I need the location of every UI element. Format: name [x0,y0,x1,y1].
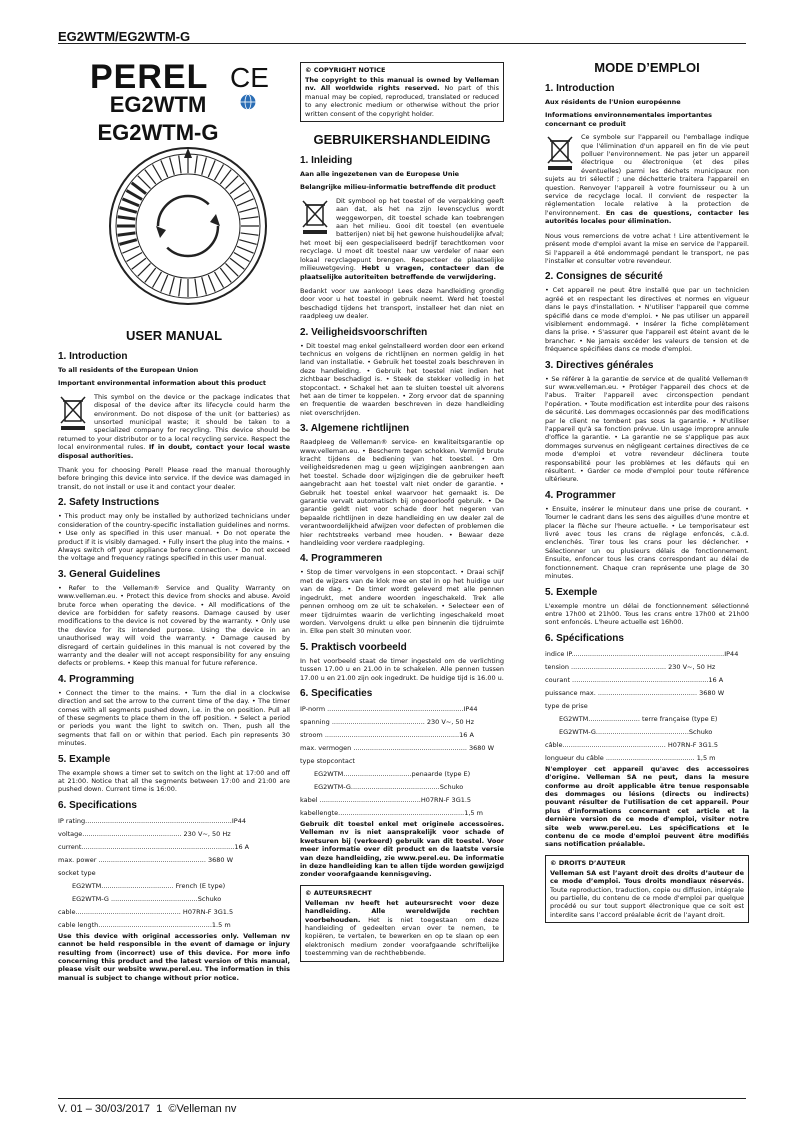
dial-segment [153,272,162,288]
weee-bin-icon [545,135,575,171]
spec-row: kabel .................................................H07RN-F 3G1.5 [300,795,472,804]
dial-segment [195,156,197,174]
nl-s6-note [300,820,504,879]
fr-s1-lead2: Informations environnementales importantes concernant ce produit [545,111,713,128]
dial-segment [119,240,136,245]
column-english [58,58,290,988]
fr-s5-heading: 5. Exemple [545,586,598,598]
dial-segment [161,160,168,177]
spec-row: longueur du câble ........................................... 1,5 m [545,753,716,762]
nl-s1-p1-bold: Hebt u vragen, contacteer dan de plaatselijke autoriteiten betreffende de verwijdering. [300,264,504,281]
spec-row: kabellengte.............................................................1,5 m [300,808,483,817]
column-dutch [300,58,504,968]
spec-row: socket type [58,868,96,877]
dial-segment [145,268,156,282]
spec-row: IP rating.......................................................................IP44 [58,816,246,825]
dial-segment [234,253,250,262]
dial-segment [153,165,162,181]
fr-spec-list [545,648,749,765]
en-s1-p1-text: This symbol on the device or the package indicates that disposal of the device after its lifecycle could harm the environment. Do not dispose of the unit (or batteries) as unsorted municipal waste; it should be taken to a specialized company for recycling. This device should be returned to your distributor or to a local recycling service. Respect the local environmental rules. [58,392,290,452]
brand-block [58,58,290,318]
timer-dial-illustration [108,146,268,306]
fr-s5-p: L'exemple montre un délai de fonctionnement sélectionné entre 17h00 et 21h00. Tous les crans entre 17h00 et 21h00 sont enfoncés. L'heure actuelle est 16h00. [545,601,749,627]
en-s1-lead2: Important environmental information about this product [58,379,266,388]
model-name-1: EG2WTM [109,92,207,117]
copyright-box-bold: Velleman nv heeft het auteursrecht voor deze handleiding. Alle wereldwijde rechten voorbehouden. [305,898,499,924]
nl-s2-p: • Dit toestel mag enkel geïnstalleerd worden door een erkend technicus en volgens de richtlijnen en normen geldig in het land van installatie. • Gebruik het toestel zoals beschreven in deze handleiding. • Gebruik het toestel niet indien het zichtbaar beschadigd is. • Steek de stekker volledig in het stopcontact. • Schakel het aan te sluiten toestel uit alvorens het aan de timer te koppelen. • Zorg ervoor dat de spanning en frequentie de waarden beschreven in deze handleiding niet overschrijden. [300,341,504,417]
spec-row: type de prise [545,701,588,710]
nl-copyright-box [300,885,504,962]
fr-s6-heading: 6. Spécifications [545,632,624,644]
dial-segment [225,176,238,189]
dial-segment [170,277,175,294]
nl-title: GEBRUIKERSHANDLEIDING [313,132,491,148]
dial-segment [215,272,224,288]
nl-s1-lead2: Belangrijke milieu-informatie betreffende dit product [300,183,496,192]
nl-s4-heading: 4. Programmeren [300,553,383,565]
nl-s1-heading: 1. Inleiding [300,155,353,167]
nl-s3-p: Raadpleeg de Velleman® service- en kwaliteitsgarantie op www.velleman.eu. • Bescherm tegen schokken. Vermijd brute kracht tijdens de bediening van het toestel. • Om veiligheidsredenen mag u geen wijzigingen aanbrengen aan het toestel. Schade door wijzigingen die de gebruiker heeft aangebracht aan het toestel valt niet onder de garantie. • Gebruik het toestel enkel waarvoor het gemaakt is. De garantie vervalt automatisch bij ongeoorloofd gebruik. • De garantie geldt niet voor schade door het negeren van bepaalde richtlijnen in deze handleiding en uw dealer zal de verantwoordelijkheid afwijzen voor defecten of problemen die hier rechtstreeks verband mee houden. • Bewaar deze handleiding voor verdere raadpleging. [300,438,504,548]
spec-row: cable length.......................................................1.5 m [58,920,231,929]
en-s4-p: • Connect the timer to the mains. • Turn the dial in a clockwise direction and set the arrow to the current time of the day. • The timer comes with all segments pushed down, i.e. in the on position. Pull all of these segments to place them in the off position. • Select a period or periods you want the light to switch on. Then, push all the segments that fall on or within that period. Each pin represents 30 minutes. [58,688,290,748]
spec-row: EG2WTM.................................penaarde (type E) [314,769,471,778]
fr-s1-p1-text: Ce symbole sur l'appareil ou l'emballage indique que l'élimination d'un appareil en fin de vie peut polluer l'environnement. Ne pas jeter un appareil électrique ou électronique (et des piles éventuelles) parmi les déchets municipaux non sujets au tri sélectif ; une déchetterie traitera l'appareil en question. Renvoyer l'appareil à votre fournisseur ou à un service de recyclage local. Il convient de respecter la réglementation locale relative à la protection de l'environnement. [545,133,749,217]
dial-segment [220,170,231,184]
en-s5-heading: 5. Example [58,753,111,765]
dial-segment [132,258,146,269]
nl-s1-p1 [300,197,504,281]
dial-segment [138,263,151,276]
dial-segment [161,275,168,292]
dial-segment [122,246,139,253]
spec-row: puissance max. ................................................ 3680 W [545,688,725,697]
nl-s2-heading: 2. Veiligheidsvoorschriften [300,326,428,338]
nl-spec-list [300,703,504,820]
spec-row: EG2WTM......................... terre française (type E) [559,714,718,723]
fr-s3-heading: 3. Directives générales [545,359,654,371]
fr-s1-p1 [545,133,749,225]
en-s3-heading: 3. General Guidelines [58,568,161,580]
spec-row: IP-norm ..................................................................IP44 [300,704,478,713]
dial-segment [132,183,146,194]
copyright-box-title: © DROITS D’AUTEUR [550,858,626,867]
dial-segment [119,208,136,213]
copyright-box-text [550,869,744,919]
spec-row: EG2WTM-G ..........................................Schuko [72,894,222,903]
nl-s5-p: In het voorbeeld staat de timer ingesteld om de verlichting tussen 17.00 u en 21.00 in te schakelen. Alle pennen tussen 17.00 u en 21.00 zijn ook ingedrukt. De huidige tijd is 16.00 u. [300,656,504,682]
footer-page-number: 1 [156,1103,163,1115]
en-s6-note-text: Use this device with original accessories only. Velleman nv cannot be held responsible in the event of damage or injury resulting from (incorrect) use of this device. For more info concerning this product and the latest version of this manual, please visit our website www.perel.eu. The information in this manual is subject to change without prior notice. [58,931,290,982]
spec-row: EG2WTM................................... French (E type) [72,881,226,890]
column-french [545,58,749,929]
page-footer [58,1098,746,1120]
fr-s1-heading: 1. Introduction [545,83,615,94]
spec-row: courant ..................................................................16 A [545,675,724,684]
dial-segment [127,253,143,262]
en-copyright-box [300,62,504,122]
en-s6-note [58,932,290,982]
en-s3-p: • Refer to the Velleman® Service and Quality Warranty on www.velleman.eu. • Protect this device from shocks and abuse. Avoid brute force when operating the device. • All modifications of the device are forbidden for safety reasons. Damage caused by user modifications to the device is not covered by the warranty. • Only use the device for its intended purpose. Using the device in an unauthorised way will void the warranty. • Damage caused by disregard of certain guidelines in this manual is not covered by the warranty and the dealer will not accept responsibility for any ensuing defects or problems. • Keep this manual for future reference. [58,583,290,668]
dial-segment [230,183,244,194]
dial-segment [225,263,238,276]
en-s2-p: • This product may only be installed by authorized technicians under consideration of the country-specific installation guidelines and norms. • Use only as specified in this user manual. • Do not operate the product if it is visibly damaged. • Fully insert the plug into the mains. • Always switch off your appliance before connection. • Do not exceed the voltage and frequency ratings specified in this user manual. [58,512,290,563]
en-s1-p2: Thank you for choosing Perel! Please read the manual thoroughly before bringing this device into service. If the device was damaged in transit, do not install or use it and contact your dealer. [58,466,290,491]
en-s1-p1-bold: If in doubt, contact your local waste disposal authorities. [58,443,290,460]
copyright-box-bold: The copyright to this manual is owned by Velleman nv. All worldwide rights reserved. [305,76,499,93]
spec-row: cable................................................... H07RN-F 3G1.5 [58,907,234,916]
dial-segment [118,217,136,219]
copyright-box-title: © AUTEURSRECHT [305,888,372,897]
fr-s2-p: • Cet appareil ne peut être installé que par un technicien agréé et en respectant les directives et normes en vigueur dans le pays d'installation. • N'utiliser l'appareil que comme spécifié dans ce mode d'emploi. • Ne pas utiliser un appareil visiblement endommagé. • Insérer la fiche complètement dans la prise. • S'assurer que l'appareil est éteint avant de le brancher. • Ne jamais excéder les valeurs de tension et de fréquence spécifiées dans ce mode d'emploi. [545,286,749,354]
dial-segment [234,191,250,200]
copyright-box-text [305,76,499,118]
copyright-box-body: Het is niet toegestaan om deze handleiding of gedeelten ervan over te nemen, te kopiëren, te vertalen, te bewerken en op te slaan op een elektronisch medium zonder voorafgaande schriftelijke toestemming van de rechthebbende. [305,915,499,958]
copyright-box-title: © COPYRIGHT NOTICE [305,66,386,74]
spec-row: max. vermogen ....................................................... 3680 W [300,743,495,752]
dial-segment [127,191,143,200]
dial-segment [241,233,259,235]
dial-segment [237,199,254,206]
en-title: USER MANUAL [125,328,223,343]
en-s6-heading: 6. Specifications [58,799,137,811]
fr-title: MODE D’EMPLOI [594,60,700,75]
dial-segment [208,275,215,292]
nl-s4-p: • Stop de timer vervolgens in een stopcontact. • Draai schijf met de wijzers van de klok mee en stel in op het huidige uur van de dag. • De timer wordt geleverd met alle pennen ingedrukt, met andere woorden ingeschakeld. Trek alle pennen omhoog om ze uit te schakelen. • Selecteer een of meer tijdruimtes waarin de verlichting ingeschakeld moet worden. Vervolgens drukt u elke pen binnenin die tijdruimte in. Elke pen stelt 30 minuten voor. [300,568,504,636]
spec-row: EG2WTM-G...........................................Schuko [314,782,464,791]
weee-bin-icon [58,395,88,431]
dial-segment [179,279,181,297]
copyright-box-body: Toute reproduction, traduction, copie ou diffusion, intégrale ou partielle, du contenu de ce mode d'emploi par quelque procédé ou sur tout support électronique que ce soit est interdite sans l’accord préalable écrit de l’ayant droit. [550,885,744,919]
dial-segment [179,156,181,174]
fr-s6-note-text: N'employer cet appareil qu'avec des accessoires d'origine. Velleman SA ne peut, dans la mesure conforme au droit applicable être tenue responsable des dommages ou lésions (directs ou indirects) pouvant résulter de l'utilisation de cet appareil. Pour plus d'informations concernant cet article et la dernière version de ce mode d'emploi, visiter notre site web www.perel.eu. Les spécifications et le contenu de ce mode d'emploi peuvent être modifiés sans notification préalable. [545,764,749,849]
en-s4-heading: 4. Programming [58,673,135,685]
header-title: EG2WTM/EG2WTM-G [58,29,191,44]
spec-row: voltage................................................ 230 V~, 50 Hz [58,829,231,838]
page-header [58,26,746,44]
dial-segment [208,160,215,177]
fr-s2-heading: 2. Consignes de sécurité [545,271,663,283]
nl-s6-heading: 6. Specificaties [300,687,373,699]
fr-copyright-box [545,855,749,923]
spec-row: EG2WTM-G.............................................Schuko [559,727,713,736]
en-s1-heading: 1. Introduction [58,351,128,362]
copyright-box-text [305,899,499,958]
spec-row: type stopcontact [300,756,355,765]
en-s1-lead1: To all residents of the European Union [58,366,199,374]
dial-segment [237,246,254,253]
ce-mark: CE [230,62,269,93]
nl-s1-p1-text: Dit symbool op het toestel of de verpakking geeft aan dat, als het na zijn levenscyclus wordt weggeworpen, dit toestel schade kan toebrengen aan het milieu. Gooi dit toestel (en eventuele batterijen) niet bij het gewone huishoudelijke afval; het moet bij een gespecialiseerd bedrijf terechtkomen voor recyclage. U moet dit toestel naar uw verdeler of naar een lokaal recyclagepunt brengen. Respecteer de plaatselijke milieuwetgeving. [300,196,504,273]
en-s5-p: The example shows a timer set to switch on the light at 17:00 and off at 21:00. Notice that all the segments between 17:00 and 21:00 are pushed down. Current time is 16:00. [58,768,290,794]
copyright-box-bold: Velleman SA est l’ayant droit des droits d’auteur de ce mode d’emploi. Tous droits mondiaux réservés. [550,868,744,886]
dial-segment [239,240,256,245]
spec-row: tension .............................................. 230 V~, 50 Hz [545,662,716,671]
footer-copyright: ©Velleman nv [168,1103,237,1115]
en-s2-heading: 2. Safety Instructions [58,497,160,509]
spec-row: câble.................................................. H07RN-F 3G1.5 [545,740,719,749]
spec-row: spanning ............................................. 230 V~, 50 Hz [300,717,475,726]
spec-row: max. power .................................................... 3680 W [58,855,233,864]
dial-segment [118,233,136,235]
fr-s4-heading: 4. Programmer [545,489,616,501]
dial-segment [215,165,224,181]
dial-segment [202,157,207,174]
nl-s6-note-text: Gebruik dit toestel enkel met originele accessoires. Velleman nv is niet aansprakelijk voor schade of kwetsuren bij (verkeerd) gebruik van dit toestel. Voor meer informatie over dit product en de laatste versie van deze handleiding, zie www.perel.eu. De informatie in deze handleiding kan te allen tijde worden gewijzigd zonder voorafgaande kennisgeving. [300,819,504,879]
nl-s1-lead1: Aan alle ingezetenen van de Europese Unie [300,170,460,179]
en-spec-list [58,815,290,932]
dial-segment [195,279,197,297]
model-name-2: EG2WTM-G [97,120,219,145]
fr-s3-p: • Se référer à la garantie de service et de qualité Velleman® sur www.velleman.eu. • Protéger l'appareil des chocs et de l'abus. Traiter l'appareil avec circonspection pendant l'opération. • Toute modification est interdite pour des raisons de sécurité. Les dommages occasionnés par des modifications par le client ne tombent pas sous la garantie. • N'utiliser l'appareil qu'à sa fonction prévue. Un usage impropre annule d'office la garantie. • La garantie ne se s'applique pas aux dommages survenus en négligeant certaines directives de ce mode d'emploi et votre revendeur déclinera toute responsabilité pour les problèmes et les défauts qui en résultent. • Garder ce mode d'emploi pour toute référence ultérieure. [545,374,749,484]
dial-segment [241,217,259,219]
fr-s6-note [545,765,749,849]
dial-segment [239,208,256,213]
spec-row: current..........................................................................16 A [58,842,250,851]
fr-s1-p2: Nous vous remercions de votre achat ! Lire attentivement le présent mode d'emploi avant la mise en service de l'appareil. Si l'appareil a été endommagé pendant le transport, ne pas l'installer et consulter votre revendeur. [545,231,749,265]
en-s1-p1 [58,393,290,460]
dial-segment [122,199,139,206]
footer-version: V. 01 – 30/03/2017 [58,1103,150,1115]
nl-s1-p2: Bedankt voor uw aankoop! Lees deze handleiding grondig door voor u het toestel in gebruik neemt. Werd het toestel beschadigd tijdens het transport, installeer het dan niet en raadpleeg uw dealer. [300,286,504,321]
copyright-box-body: No part of this manual may be copied, reproduced, translated or reduced to any electronic medium or otherwise without the prior written consent of the copyright holder. [305,84,499,118]
fr-s1-p1-bold: En cas de questions, contacter les autorités locales pour élimination. [545,208,749,226]
fr-s1-lead1: Aux résidents de l'Union européenne [545,98,681,106]
dial-segment [170,157,175,174]
nl-s3-heading: 3. Algemene richtlijnen [300,423,410,435]
weee-bin-icon [300,199,330,235]
dial-segment [202,277,207,294]
perel-logo: PEREL [90,58,209,96]
dial-segment [220,268,231,282]
spec-row: stroom .................................................................16 A [300,730,474,739]
spec-row: indice IP..........................................................................IP44 [545,649,739,658]
fr-s4-p: • Ensuite, insérer le minuteur dans une prise de courant. • Tourner le cadrant dans les sens des aiguilles d'une montre et placer la flèche sur l'heure actuelle. • Le temporisateur est livré avec tous les crans de réglage enfoncés, c.à.d. enclenchés. Tirer tous les crans pour les déclencher. • Sélectionner un ou plusieurs délais de fonctionnement. Ensuite, enfoncer tous les crans correspondant au délai de fonctionnement. Chaque cran représente une plage de 30 minutes. [545,504,749,581]
dial-segment [145,170,156,184]
dial-segment [138,176,151,189]
dial-segment [230,258,244,269]
nl-s5-heading: 5. Praktisch voorbeeld [300,641,407,653]
